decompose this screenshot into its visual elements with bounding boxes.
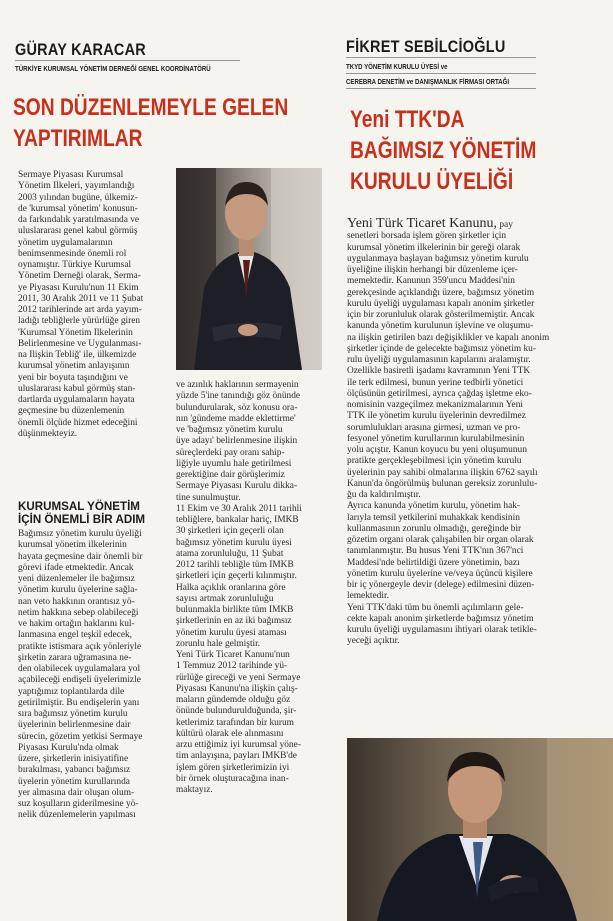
- text-line: atama zorunluluğu, 11 Şubat: [176, 548, 284, 559]
- text-line: yüzde 5'ine tanındığı göz önünde: [176, 391, 301, 402]
- text-line: nelik düzenlemelerin yapılması: [18, 810, 136, 821]
- text-line: bağımsız yönetim kurulu üyesi: [176, 537, 292, 548]
- text-line: dartlarda uygulamaların hayata: [18, 395, 135, 405]
- text-line: yer almasına dair oluşan olum-: [18, 787, 135, 798]
- text-line: üyelerinin pay sahibi olmalarına ilişkin 6762 sayılı: [347, 467, 538, 478]
- text-line: gerektiğine dair görüşlerimiz: [176, 470, 285, 480]
- left-headline-line-1: SON DÜZENLEMEYLE GELEN: [13, 94, 289, 121]
- left-subhead: [18, 500, 145, 526]
- text-line: süreçlerdeki pay oranı sahip-: [176, 447, 285, 458]
- text-line: ketlerimiz tarafından bir kurum: [176, 717, 294, 728]
- right-headline-line-1: Yeni TTK'DA: [350, 106, 465, 133]
- text-line: şirketler içinde de gelecekte bağımsız yönetim ku-: [347, 343, 536, 354]
- left-column-1-intro: [18, 170, 168, 440]
- text-line: Bağımsız yönetim kurulu üyeliği: [18, 529, 142, 539]
- left-column-2: [176, 380, 328, 796]
- text-line: Sermaye Piyasası Kurumsal: [18, 170, 124, 180]
- text-line: 2012 tarihli tebliğle tüm İMKB: [176, 560, 294, 570]
- text-line: hayata geçmesine dair önemli bir: [18, 551, 143, 562]
- text-line: tebliğlere, bankalar hariç, İMKB: [176, 515, 299, 525]
- text-line: rulu üyeliği uygulamasının kapılarını aralamıştır.: [347, 355, 531, 365]
- text-line: nın 'gündeme madde eklettirme': [176, 413, 296, 424]
- text-line: fesyonel yönetim kurullarının kurulabilmesinin: [347, 433, 525, 444]
- text-line: açabileceği endişeli üyelerimizle: [18, 675, 141, 686]
- text-line: 2012 tarihlerinde art arda yayım-: [18, 305, 142, 315]
- text-line: ğu da kaldırılmıştır.: [347, 490, 421, 500]
- text-line: gerekçesinde açıklandığı üzere, bağımsız yönetim: [347, 287, 535, 298]
- text-line: zorunlu hale gelmiştir.: [176, 638, 261, 649]
- text-line: görevi ifade etmektedir. Ancak: [18, 562, 134, 573]
- text-line: üyelerinin belirlenmesine dair: [18, 720, 131, 731]
- left-subhead-line-1: KURUMSAL YÖNETİM: [18, 500, 140, 513]
- right-author-rule: [346, 57, 536, 58]
- text-line: işlem gören şirketlerimizin iyi: [176, 762, 290, 773]
- text-line: da farkındalık yaratılmasında ve: [18, 215, 140, 225]
- text-line: pratikte istismara açık yönleriyle: [18, 641, 142, 652]
- text-line: üyeliğine ilişkin herhangi bir düzenleme içer-: [347, 265, 518, 275]
- lead-line: [347, 218, 587, 231]
- text-line: na İlişkin Tebliğ' ile, ülkemizde: [18, 350, 137, 360]
- text-line: kurumsal yönetim anlayışının: [18, 361, 130, 372]
- text-line: 1 Temmuz 2012 tarihinde yü-: [176, 661, 288, 672]
- left-author-photo: [176, 168, 322, 370]
- text-line: Yeni Türk Ticaret Kanunu'nun: [176, 650, 290, 660]
- text-line: Belirlenmesine ve Uygulanması-: [18, 338, 142, 349]
- text-line: bir örnek oluşturacağına inan-: [176, 773, 289, 784]
- text-line: Sermaye Piyasası Kurulu dikka-: [176, 481, 298, 492]
- text-line: tanımlanmıştır. Bu husus Yeni TTK'nın 367'nci: [347, 546, 524, 557]
- text-line: yönetim kurulu üyelerine sağla-: [18, 585, 138, 596]
- text-line: 11 Ekim ve 30 Aralık 2011 tarihli: [176, 503, 302, 514]
- text-line: yolu açıştır. Kanun koyucu bu yeni oluşumunun: [347, 445, 527, 455]
- text-line: şirketlerinin en az iki bağımsız: [176, 616, 292, 627]
- text-line: ladığı tebliğlerle yürürlüğe giren: [18, 316, 141, 327]
- right-role-rule: [346, 73, 536, 74]
- text-line: oynamıştır. Türkiye Kurumsal: [18, 260, 132, 270]
- text-line: kültürü olarak ele alınmasını: [176, 728, 284, 739]
- left-headline: [13, 92, 288, 154]
- text-line: yeni düzenlemeler ile bağımsız: [18, 574, 135, 584]
- text-line: uluslararası kabul görmüş stan-: [18, 383, 136, 394]
- text-line: 'Kurumsal Yönetim İlkelerinin: [18, 327, 133, 338]
- right-author-role-1: TKYD YÖNETİM KURULU ÜYESİ ve: [346, 62, 448, 71]
- text-line: sorumlulukları arasına girmesi, uzman ve pro-: [347, 422, 521, 433]
- text-line: Maddesi'nde belirtildiği üzere yönetimin, bazı: [347, 557, 520, 568]
- text-line: memektedir. Kanunun 359'uncu Maddesi'nin: [347, 276, 515, 287]
- text-line: Yönetim İlkeleri, yayımlandığı: [18, 181, 135, 192]
- text-line: benimsenmesinde önemli rol: [18, 248, 127, 259]
- left-author-rule: [15, 60, 240, 61]
- text-line: ile terk edilmesi, bunun yerine tedbirli yönetici: [347, 377, 524, 388]
- text-line: gözetim organı olarak çalışabilen bir organ olarak: [347, 535, 534, 545]
- right-role-rule-2: [346, 88, 536, 89]
- text-line: için bir zorunluluk olarak gösterilmemiştir. Ancak: [347, 310, 535, 320]
- lead-rest: pay: [497, 220, 513, 230]
- text-line: yaptığımız toplantılarda dile: [18, 686, 125, 697]
- text-line: tine sunulmuştur.: [176, 492, 241, 503]
- text-line: den olabilecek uygulamalara yol: [18, 664, 141, 674]
- text-line: getirilmiştir. Bu endişelerin yanı: [18, 697, 140, 708]
- text-line: kullanmasının zorunlu olmadığı, gereğinde bir: [347, 523, 522, 534]
- text-line: 30 şirketleri için geçerli olan: [176, 526, 284, 537]
- text-line: nomisinin vazgeçilmez mekanizmalarının Yeni: [347, 400, 523, 410]
- text-line: cekte kapalı anonim şirketlerde bağımsız yönetim: [347, 613, 534, 624]
- text-line: kurumsal yönetim ilkelerinin bir gereği olarak: [347, 242, 521, 253]
- text-line: ve 'bağımsız yönetim kurulu: [176, 425, 283, 435]
- text-line: larıyla temsil yetkilerini muhakkak kendisinin: [347, 512, 520, 523]
- text-line: TTK ile yönetim kurulu üyelerinin devredilmez: [347, 411, 526, 422]
- text-line: nan veto hakkının orantısız yö-: [18, 596, 135, 607]
- text-line: uygulanmaya başlayan bağımsız yönetim kurulu: [347, 253, 529, 264]
- text-line: arzu ettiğimiz iyi kurumsal yöne-: [176, 740, 301, 750]
- text-line: tim anlayışına, payları İMKB'de: [176, 751, 297, 762]
- text-line: ye Piyasası Kurulu'nun 11 Ekim: [18, 282, 139, 293]
- left-column-1-rest: [18, 529, 168, 822]
- text-line: kurumsal yönetim ilkelerinin: [18, 540, 127, 551]
- lead-text: Yeni Türk Ticaret Kanunu,: [347, 218, 497, 231]
- text-line: uluslararası genel kabul görmüş: [18, 226, 138, 237]
- text-line: Piyasası Kurulu'nda olmak: [18, 742, 119, 753]
- text-line: maların gündemde olduğu göz: [176, 695, 291, 705]
- text-line: Yönetim Derneği olarak, Serma-: [18, 271, 141, 282]
- text-line: Halka açıklık oranlarına göre: [176, 582, 286, 593]
- text-line: maktayız.: [176, 785, 213, 795]
- text-line: sıra bağımsız yönetim kurulu: [18, 709, 128, 719]
- text-line: geçmesine bu düzenlemenin: [18, 406, 125, 417]
- text-line: lanmasına engel teşkil edecek,: [18, 630, 133, 641]
- text-line: netim hakkına sebep olabileceği: [18, 607, 139, 618]
- left-headline-line-2: YAPTIRIMLAR: [13, 125, 143, 152]
- text-line: suz koşulların giderilmesine yö-: [18, 799, 139, 809]
- text-line: üye adayı' belirlenmesine ilişkin: [176, 436, 298, 447]
- text-line: Ayrıca kanunda yönetim kurulu, yönetim hak-: [347, 501, 521, 512]
- text-line: üzere, şirketlerin inisiyatifine: [18, 754, 129, 764]
- text-line: sayısı artmak zorunluluğu: [176, 593, 274, 604]
- text-line: kurulu üyeliği uygulamasını ihtiyari olarak tetikle-: [347, 625, 537, 635]
- text-line: bırakılması, yabancı bağımsız: [18, 765, 131, 776]
- text-line: Kanun'da öngörülmüş bulunan gereksiz zorunlulu-: [347, 478, 538, 489]
- text-line: yeceği açıktır.: [347, 636, 400, 647]
- text-line: kanunda yönetim kurulunun işlevine ve oluşumu-: [347, 321, 534, 332]
- text-line: şirketin zarara uğramasına ne-: [18, 652, 132, 663]
- text-line: yönetim uygulamalarının: [18, 237, 113, 248]
- text-line: rürlüğe gireceği ve yeni Sermaye: [176, 672, 301, 683]
- text-line: yönetim kurulu üyelerine ve/veya üçüncü kişilere: [347, 568, 533, 579]
- text-line: yönetim kurulu üyesi ataması: [176, 627, 287, 638]
- text-line: ölçüsünün getirilmesi, ayrıca çağdaş işletme eko-: [347, 388, 532, 399]
- text-line: bulundurularak, söz konusu ora-: [176, 402, 298, 413]
- text-line: düşünmekteyiz.: [18, 428, 78, 439]
- text-line: ve hakim ortağın haklarını kul-: [18, 619, 135, 629]
- left-subhead-line-2: İÇİN ÖNEMLİ BİR ADIM: [18, 513, 146, 526]
- text-line: önemli ölçüde hizmet edeceğini: [18, 417, 138, 428]
- text-line: Yeni TTK'daki tüm bu önemli açılımların gele-: [347, 602, 524, 613]
- right-headline-line-2: BAĞIMSIZ YÖNETİM: [350, 137, 537, 164]
- text-line: bulunmakla birlikte tüm İMKB: [176, 605, 294, 615]
- text-line: kurulu üyeliği uygulaması kapalı anonim şirketler: [347, 298, 535, 309]
- left-author-role: TÜRKİYE KURUMSAL YÖNETİM DERNEĞİ GENEL KOORDİNATÖRÜ: [15, 64, 211, 73]
- right-portrait-illustration: [347, 738, 613, 921]
- text-line: 2003 yılından bugüne, ülkemiz-: [18, 192, 138, 203]
- text-line: şirketleri için geçerli kılınmıştır.: [176, 571, 297, 582]
- text-line: de 'kurumsal yönetim' konusun-: [18, 203, 138, 214]
- right-headline: [350, 104, 536, 197]
- text-line: senetleri borsada işlem gören şirketler için: [347, 231, 507, 242]
- text-line: bir iç yönergeyle devir (delege) edilmesini düzen-: [347, 580, 535, 590]
- text-line: sürecin, gözetim yetkisi Sermaye: [18, 731, 143, 742]
- text-line: önünde bulundurulduğunda, şir-: [176, 706, 297, 717]
- right-author-role-2: CEREBRA DENETİM ve DANIŞMANLIK FİRMASI ORTAĞI: [346, 77, 510, 86]
- text-line: 2011, 30 Aralık 2011 ve 11 Şubat: [18, 293, 144, 304]
- text-line: na ilişkin getirilen bazı değişiklikler ve kapalı anonim: [347, 332, 550, 343]
- right-author-name: FİKRET SEBİLCİOĞLU: [346, 37, 506, 56]
- text-line: Özellikle basiretli işadamı kavramının Yeni TTK: [347, 366, 531, 377]
- text-line: ve azınlık haklarının sermayenin: [176, 380, 299, 390]
- text-line: üyelerin yönetim kurullarında: [18, 776, 130, 787]
- text-line: lemektedir.: [347, 591, 389, 602]
- right-author-photo: [347, 738, 613, 921]
- right-column-body: [347, 218, 587, 648]
- left-portrait-illustration: [176, 168, 322, 370]
- text-line: pratikte gerçekleşebilmesi için yönetim kurulu: [347, 456, 522, 467]
- text-line: yeni bir boyuta taşındığını ve: [18, 372, 128, 383]
- text-line: Piyasası Kanunu'na ilişkin çalış-: [176, 683, 298, 694]
- left-author-name: GÜRAY KARACAR: [15, 40, 146, 59]
- text-line: liğiyle uyumlu hale getirilmesi: [176, 458, 292, 469]
- right-headline-line-3: KURULU ÜYELİĞİ: [350, 168, 514, 195]
